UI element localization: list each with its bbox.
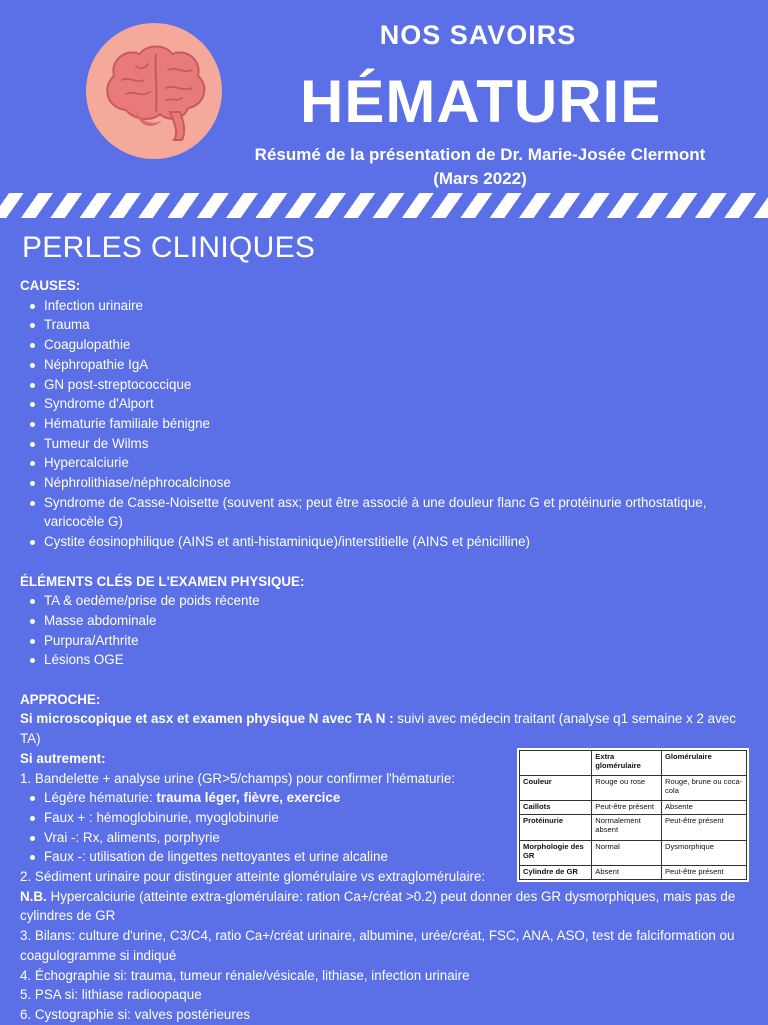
microscopic-condition: Si microscopique et asx et examen physique N avec TA N : (20, 711, 394, 727)
subtitle-line-2: (Mars 2022) (433, 169, 527, 188)
table-row (520, 815, 747, 840)
table-cell: Normalement absent (592, 815, 662, 840)
nb-note (20, 887, 748, 926)
row-label: Cylindre de GR (520, 865, 592, 879)
table-cell: Absente (661, 801, 746, 815)
light-hematuria-label: Légère hématurie: (44, 790, 157, 806)
table-cell: Dysmorphique (661, 840, 746, 865)
table-cell: Peut-être présent (592, 801, 662, 815)
list-item: Masse abdominale (44, 611, 748, 631)
table-cell: Rouge ou rose (592, 776, 662, 801)
list-item: Néphrolithiase/néphrocalcinose (44, 473, 748, 493)
step-6: 6. Cystographie si: valves postérieures (20, 1006, 250, 1022)
nb-text: Hypercalciurie (atteinte extra-glomérulaire: ration Ca+/créat >0.2) peut donner des GR dysmorphiques, mais pas de cylindres de GR (20, 888, 736, 924)
step-4: 4. Échographie si: trauma, tumeur rénale/vésicale, lithiase, infection urinaire (20, 967, 470, 983)
list-item: Syndrome d'Alport (44, 394, 748, 414)
list-item: Syndrome de Casse-Noisette (souvent asx; peut être associé à une douleur flanc G et protéinurie orthostatique, varicocèle G) (44, 493, 748, 532)
section-title: PERLES CLINIQUES (22, 231, 316, 264)
kicker: NOS SAVOIRS (379, 20, 577, 50)
list-item: Hématurie familiale bénigne (44, 414, 748, 434)
comparison-table (517, 748, 749, 882)
row-label: Protéinurie (520, 815, 592, 840)
otherwise-heading: Si autrement: (20, 750, 106, 766)
approach-microscopic (20, 709, 748, 748)
list-item: GN post-streptococcique (44, 375, 748, 395)
step-3: 3. Bilans: culture d'urine, C3/C4, ratio Ca+/créat urinaire, albumine, urée/créat, FSC, ANA, ASO, test de falciformation ou coagulogramme si indiqué (20, 928, 735, 963)
causes-heading: CAUSES: (20, 278, 81, 293)
light-hematuria-causes: trauma léger, fièvre, exercice (156, 790, 341, 806)
page-title: HÉMATURIE (300, 68, 662, 135)
list-item: Trauma (44, 315, 748, 335)
table-header-cell: Extra glomérulaire (592, 751, 662, 776)
list-item: Infection urinaire (44, 296, 748, 316)
content (20, 276, 748, 1025)
table-header-row (520, 751, 747, 776)
step-5: 5. PSA si: lithiase radioopaque (20, 987, 202, 1003)
exam-heading: ÉLÉMENTS CLÉS DE L'EXAMEN PHYSIQUE: (20, 573, 305, 589)
nb-label: N.B. (20, 888, 47, 904)
step-1: 1. Bandelette + analyse urine (GR>5/champs) pour confirmer l'hématurie: (20, 770, 455, 786)
subtitle (220, 143, 740, 191)
exam-list (20, 591, 748, 670)
approach-heading: APPROCHE: (20, 691, 101, 707)
list-item: Coagulopathie (44, 335, 748, 355)
table-header-cell (520, 751, 592, 776)
table-cell: Peut-être présent (661, 815, 746, 840)
list-item: Purpura/Arthrite (44, 631, 748, 651)
table-row (520, 801, 747, 815)
brain-icon (96, 40, 214, 144)
table-cell: Peut-être présent (661, 865, 746, 879)
table-row (520, 865, 747, 879)
microscopic-followup: suivi avec médecin traitant (analyse q1 semaine x 2 avec TA) (20, 711, 736, 747)
list-item: Tumeur de Wilms (44, 434, 748, 454)
list-item: Néphropathie IgA (44, 355, 748, 375)
table-cell: Rouge, brune ou coca-cola (661, 776, 746, 801)
subtitle-line-1: Résumé de la présentation de Dr. Marie-Josée Clermont (254, 145, 706, 164)
stripe-divider (0, 193, 768, 218)
list-item: Vrai -: Rx, aliments, porphyrie (44, 828, 748, 848)
step-2: 2. Sédiment urinaire pour distinguer atteinte glomérulaire vs extraglomérulaire: (20, 869, 486, 885)
row-label: Morphologie des GR (520, 840, 592, 865)
table-row (520, 776, 747, 801)
list-item: Cystite éosinophilique (AINS et anti-histaminique)/interstitielle (AINS et pénicilline) (44, 532, 748, 552)
row-label: Caillots (520, 801, 592, 815)
table-row (520, 840, 747, 865)
table-cell: Absent (592, 865, 662, 879)
comparison-table-grid (519, 750, 747, 880)
list-item: TA & oedème/prise de poids récente (44, 591, 748, 611)
table-header-cell: Glomérulaire (661, 751, 746, 776)
table-cell: Normal (592, 840, 662, 865)
list-item: Lésions OGE (44, 650, 748, 670)
list-item: Faux + : hémoglobinurie, myoglobinurie (44, 808, 748, 828)
list-item: Hypercalciurie (44, 453, 748, 473)
list-item: Faux -: utilisation de lingettes nettoyantes et urine alcaline (44, 847, 748, 867)
row-label: Couleur (520, 776, 592, 801)
causes-list (20, 296, 748, 552)
